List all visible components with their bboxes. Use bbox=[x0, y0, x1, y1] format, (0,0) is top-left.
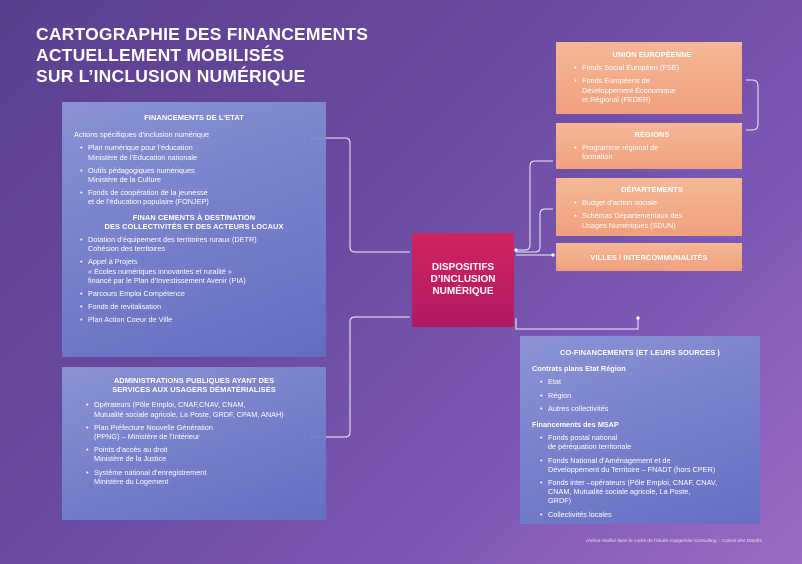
list-item: • Fonds inter –opérateurs (Pôle Emploi, CNAF, CNAV, CNAM, Mutualité sociale agricole, La Poste, GRDF) bbox=[538, 478, 748, 506]
center-box: DISPOSITIFS D’INCLUSION NUMÉRIQUE bbox=[412, 233, 514, 327]
list-item: • Autres collectivités bbox=[538, 404, 748, 413]
list-item: • Appel à Projets « Ecoles numériques innovantes et ruralité » financé par le Plan d’Investissement Avenir (PIA) bbox=[78, 257, 314, 285]
departements-header: DÉPARTEMENTS bbox=[621, 185, 683, 194]
list-item: • Système national d’enregistrement Ministère du Logement bbox=[84, 468, 314, 486]
administrations-box bbox=[62, 367, 326, 520]
list-item: • Fonds Européens de Développement Économique et Régional (FEDER) bbox=[572, 76, 732, 104]
list-item: • Fonds National d’Aménagement et de Développement du Territoire – FNADT (hors CPER) bbox=[538, 456, 748, 474]
list-item: • Parcours Emploi Compétence bbox=[78, 289, 314, 298]
credit-text: chéma réalisé dans le cadre de l’étude Capgemini Consulting – Caisse des Dépôts bbox=[586, 539, 762, 544]
list-item: • Opérateurs (Pôle Emploi, CNAF,CNAV, CNAM, Mutualité sociale agricole, La Poste, GRDF, CPAM, ANAH) bbox=[84, 400, 314, 418]
list-item: • Collectivités locales bbox=[538, 510, 748, 519]
list-item: • Points d’accès au droit Ministère de la Justice bbox=[84, 445, 314, 463]
cofinancing-sub1: Contrats plans Etat Région bbox=[532, 364, 626, 374]
cofinancing-box bbox=[520, 336, 760, 524]
regions-header: RÉGIONS bbox=[634, 130, 670, 139]
state-intro: Actions spécifiques d’inclusion numérique bbox=[74, 130, 210, 140]
eu-box bbox=[556, 42, 742, 114]
page-title: CARTOGRAPHIE DES FINANCEMENTS ACTUELLEMENT MOBILISÉS SUR L’INCLUSION NUMÉRIQUE bbox=[36, 24, 369, 86]
cofinancing-sub2: Financements des MSAP bbox=[532, 420, 619, 430]
state-funding-header: FINANCEMENTS DE L’ETAT bbox=[144, 113, 244, 122]
list-item: • Schémas Départementaux des Usages Numériques (SDUN) bbox=[572, 211, 732, 229]
departements-box bbox=[556, 178, 742, 236]
list-item: • Région bbox=[538, 391, 748, 400]
regions-box bbox=[556, 123, 742, 169]
villes-box bbox=[556, 243, 742, 271]
eu-header: UNION EUROPÉENNE bbox=[612, 50, 692, 59]
list-item: • Fonds de coopération de la jeunesse et de l’éducation populaire (FONJEP) bbox=[78, 188, 314, 206]
list-item: • Outils pédagogiques numériques Ministère de la Culture bbox=[78, 166, 314, 184]
administrations-header: ADMINISTRATIONS PUBLIQUES AYANT DES SERVICES AUX USAGERS DÉMATÉRIALISÉS bbox=[112, 376, 276, 395]
local-funding-header: FINAN CEMENTS À DESTINATION DES COLLECTIVITÉS ET DES ACTEURS LOCAUX bbox=[104, 212, 284, 231]
state-funding-box bbox=[62, 102, 326, 357]
cofinancing-header: CO-FINANCEMENTS (ET LEURS SOURCES ) bbox=[560, 348, 720, 357]
list-item: • Plan Action Coeur de Ville bbox=[78, 315, 314, 324]
list-item: • Fonds Social Européen (FSE) bbox=[572, 63, 732, 72]
list-item: • Dotation d’équipement des territoires ruraux (DETR) Cohésion des territoires bbox=[78, 235, 314, 253]
list-item: • Plan Préfecture Nouvelle Génération (PPNG) – Ministère de l’Intérieur bbox=[84, 423, 314, 441]
list-item: • Etat bbox=[538, 377, 748, 386]
list-item: • Fonds postal national de péréquation territoriale bbox=[538, 433, 748, 451]
list-item: • Fonds de revitalisation bbox=[78, 302, 314, 311]
list-item: • Budget d’action sociale bbox=[572, 198, 732, 207]
villes-header: VILLES / INTERCOMMUNALITÉS bbox=[590, 253, 708, 262]
list-item: • Plan numérique pour l’éducation Ministère de l’Education nationale bbox=[78, 143, 314, 161]
list-item: • Programme régional de formation bbox=[572, 143, 732, 161]
